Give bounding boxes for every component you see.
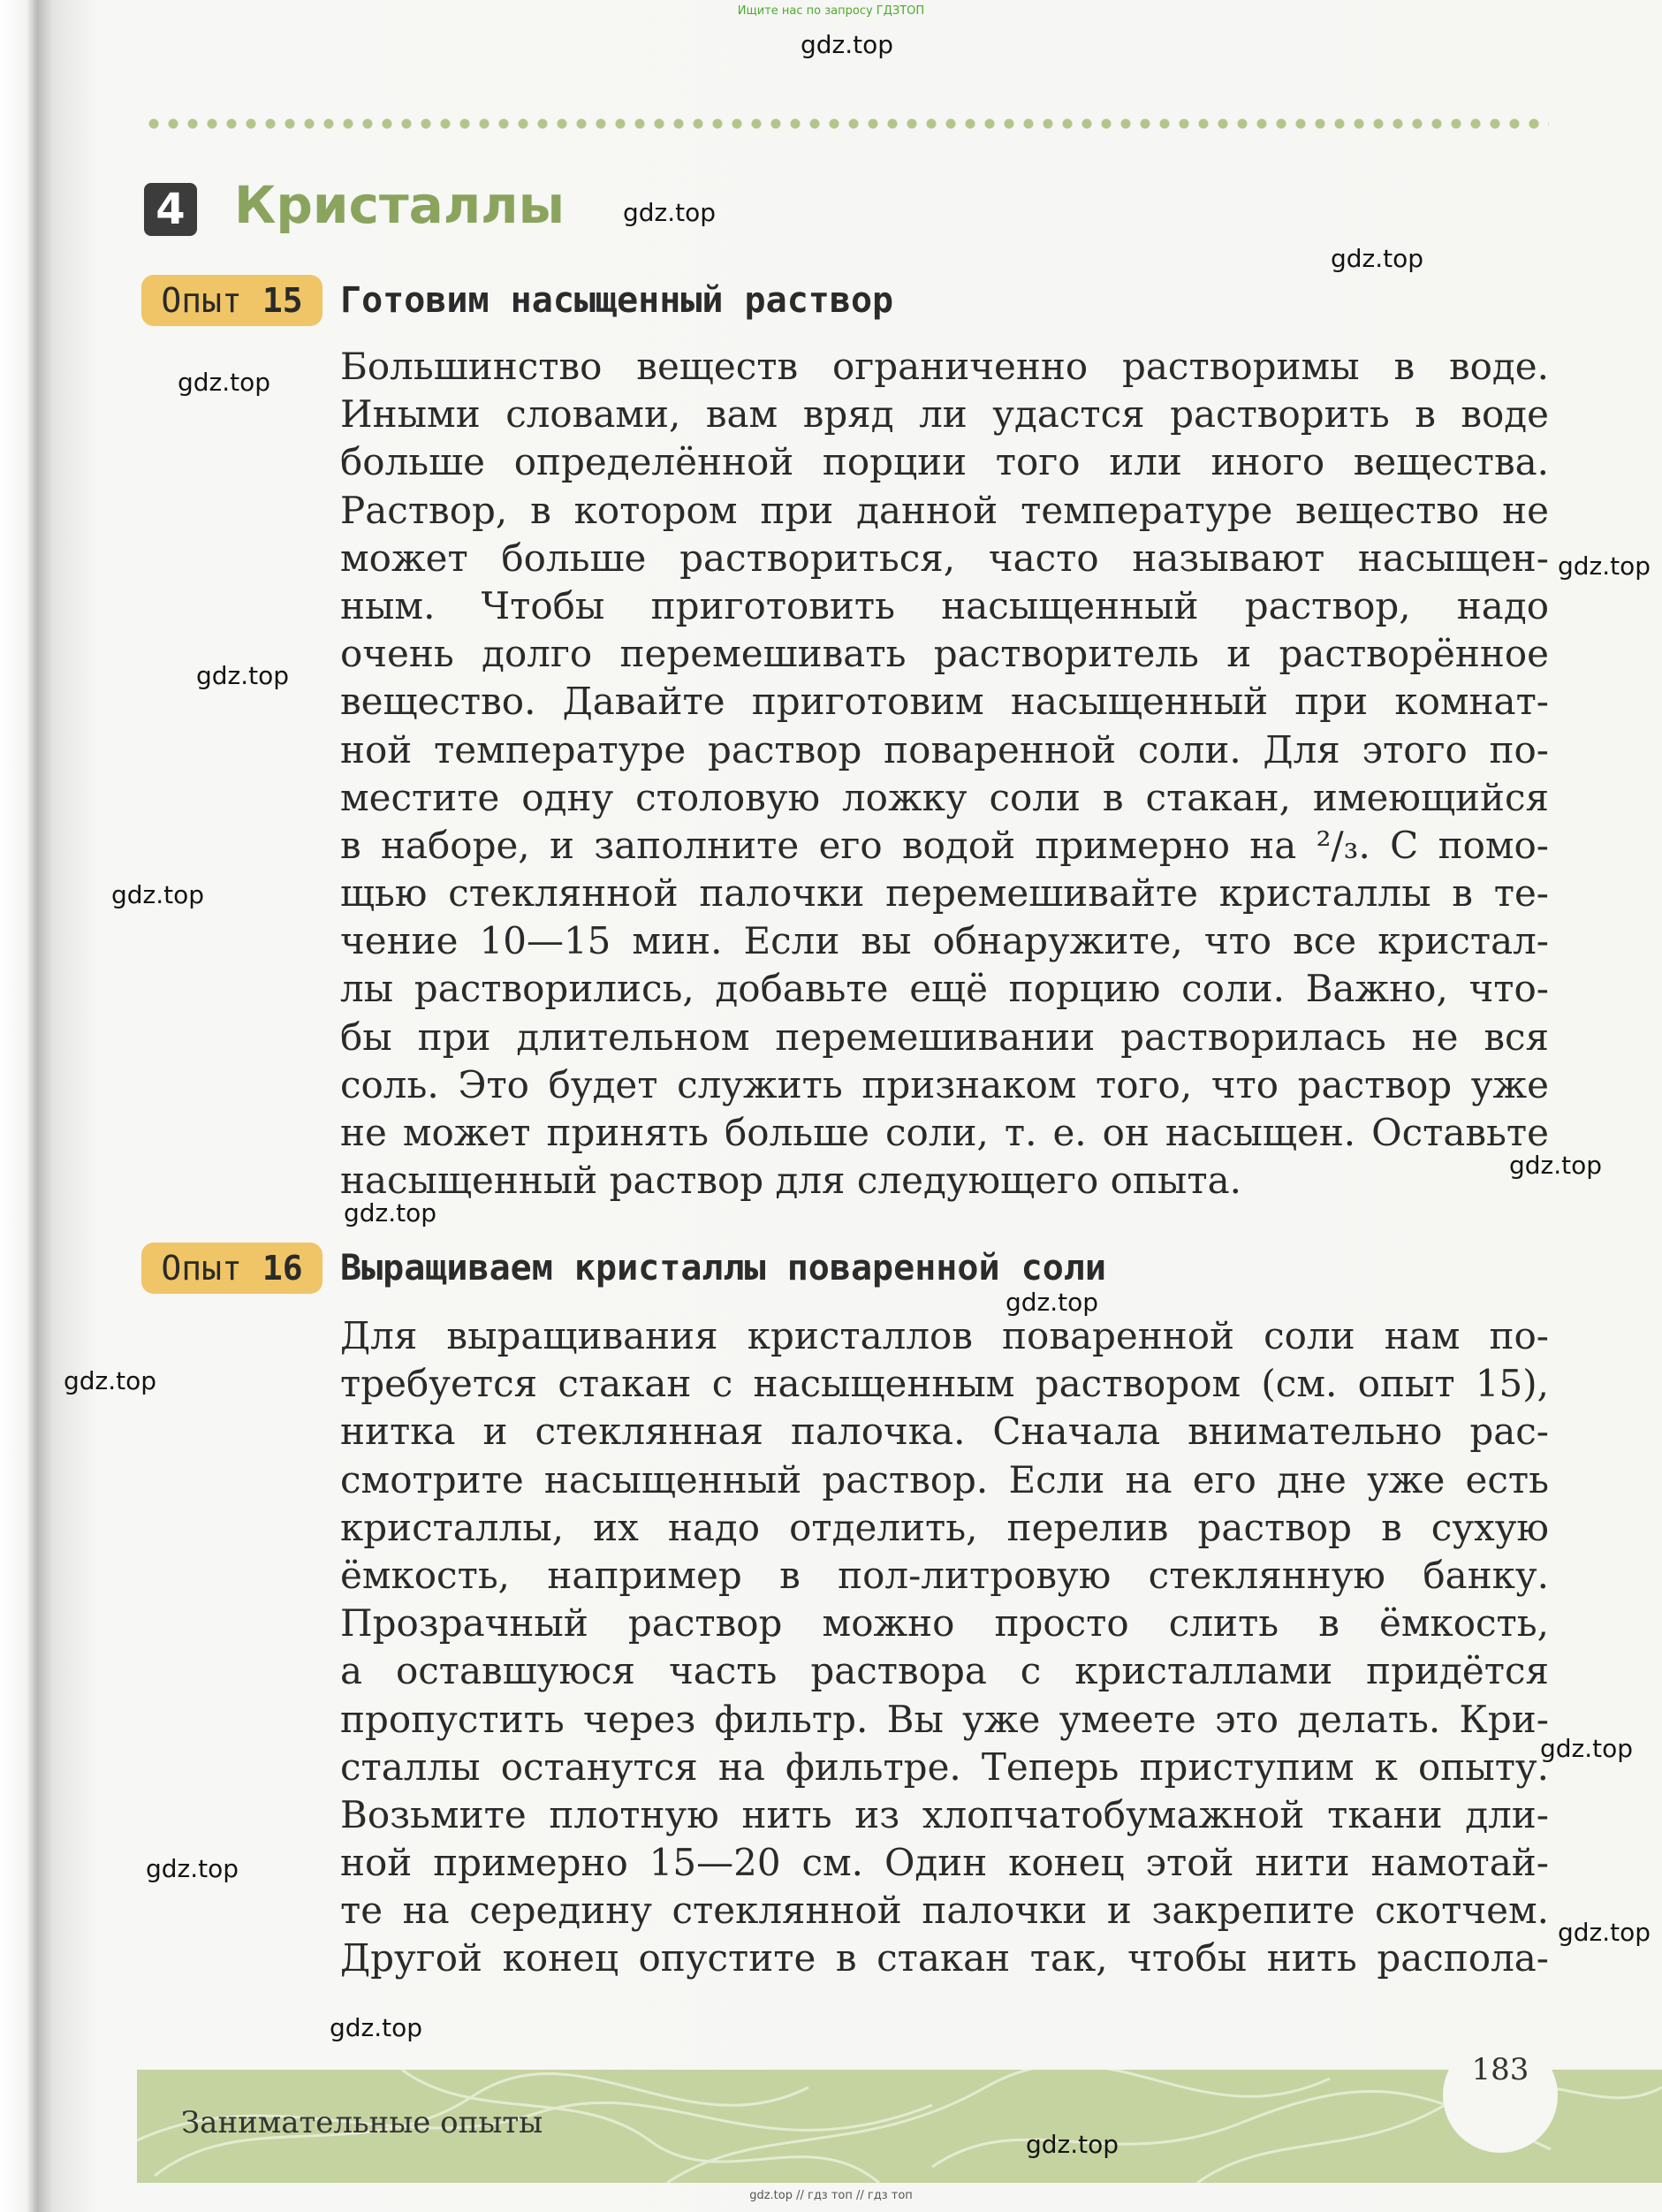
text-line: ной температуре раствор поваренной соли. Для этого по- <box>340 727 1549 772</box>
watermark: gdz.top <box>178 368 271 397</box>
text-line: сталлы останутся на фильтре. Теперь приступим к опыту. <box>340 1745 1549 1789</box>
text-line: Раствор, в котором при данной температуре вещество не <box>340 488 1549 532</box>
watermark: gdz.top <box>1006 1288 1099 1317</box>
page-number: 183 <box>1471 2052 1529 2087</box>
text-line: ёмкость, например в пол-литровую стеклянную банку. <box>340 1553 1549 1597</box>
text-line: смотрите насыщенный раствор. Если на его дне уже есть <box>340 1457 1549 1501</box>
text-line: очень долго перемешивать растворитель и растворённое <box>340 632 1549 676</box>
text-line: те на середину стеклянной палочки и закрепите скотчем. <box>340 1889 1549 1933</box>
watermark: gdz.top <box>1558 1918 1651 1947</box>
watermark: gdz.top <box>1509 1151 1603 1180</box>
experiment-number: 16 <box>262 1249 303 1288</box>
experiment-number: 15 <box>262 281 303 320</box>
text-line: Большинство веществ ограниченно растворимы в воде. <box>340 345 1549 388</box>
experiment-title: Выращиваем кристаллы поваренной соли <box>340 1248 1106 1288</box>
text-line: бы при длительном перемешивании растворилась не вся <box>340 1015 1549 1059</box>
text-line: щью стеклянной палочки перемешивайте кристаллы в те- <box>340 871 1549 916</box>
watermark: gdz.top <box>623 198 717 227</box>
experiment-16-text <box>340 1312 1549 1983</box>
watermark: gdz.top <box>1331 244 1424 273</box>
text-line: насыщенный раствор для следующего опыта. <box>340 1159 1241 1203</box>
watermark: gdz.top <box>801 30 894 59</box>
text-line: в наборе, и заполните его водой примерно на ²/₃. С помо- <box>340 823 1549 867</box>
watermark: gdz.top <box>344 1198 437 1228</box>
watermark: gdz.top <box>111 880 205 909</box>
chapter-number-badge: 4 <box>144 183 197 236</box>
experiment-15-text <box>340 343 1549 1205</box>
footer-note: gdz.top // гдз топ // гдз топ <box>749 2189 913 2202</box>
watermark: gdz.top <box>146 1854 239 1883</box>
experiment-title: Готовим насыщенный раствор <box>340 280 894 321</box>
watermark: gdz.top <box>1558 551 1651 581</box>
text-line: лы растворились, добавьте ещё порцию соли. Важно, что- <box>340 967 1549 1011</box>
text-line: вещество. Давайте приготовим насыщенный при комнат- <box>340 680 1549 724</box>
text-line: Возьмите плотную нить из хлопчатобумажной ткани дли- <box>340 1792 1549 1836</box>
watermark: gdz.top <box>330 2013 423 2042</box>
text-line: а оставшуюся часть раствора с кристаллами придётся <box>340 1649 1549 1693</box>
text-line: соль. Это будет служить признаком того, что раствор уже <box>340 1062 1549 1106</box>
text-line: может больше раствориться, часто называют насыщен- <box>340 536 1549 580</box>
watermark: gdz.top <box>64 1366 157 1395</box>
experiment-badge <box>141 275 323 326</box>
text-line: больше определённой порции того или иного вещества. <box>340 440 1549 484</box>
text-line: местите одну столовую ложку соли в стакан, имеющийся <box>340 775 1549 819</box>
text-line: пропустить через фильтр. Вы уже умеете это делать. Кри- <box>340 1697 1549 1741</box>
watermark: gdz.top <box>1026 2130 1119 2159</box>
watermark: gdz.top <box>196 661 290 690</box>
experiment-label: Опыт <box>161 281 242 320</box>
footer-band <box>137 2070 1662 2183</box>
text-line: Иными словами, вам вряд ли удастся растворить в воде <box>340 392 1549 437</box>
search-hint: Ищите нас по запросу ГДЗТОП <box>737 4 925 18</box>
text-line: не может принять больше соли, т. е. он насыщен. Оставьте <box>340 1111 1549 1154</box>
text-line: кристаллы, их надо отделить, перелив раствор в сухую <box>340 1505 1549 1549</box>
watermark: gdz.top <box>1540 1734 1634 1763</box>
text-line: ным. Чтобы приготовить насыщенный раствор, надо <box>340 583 1549 627</box>
text-line: нитка и стеклянная палочка. Сначала внимательно рас- <box>340 1410 1549 1454</box>
text-line: Прозрачный раствор можно просто слить в ёмкость, <box>340 1601 1549 1646</box>
dotted-divider <box>144 118 1549 130</box>
text-line: Другой конец опустите в стакан так, чтобы нить распола- <box>340 1936 1549 1980</box>
text-line: ной примерно 15—20 см. Один конец этой нити намотай- <box>340 1841 1549 1885</box>
text-line: Для выращивания кристаллов поваренной соли нам по- <box>340 1314 1549 1357</box>
section-name: Занимательные опыты <box>181 2105 543 2140</box>
experiment-badge <box>141 1243 323 1294</box>
text-line: требуется стакан с насыщенным раствором (см. опыт 15), <box>340 1362 1549 1406</box>
experiment-label: Опыт <box>161 1249 242 1288</box>
chapter-title: Кристаллы <box>234 175 565 235</box>
text-line: чение 10—15 мин. Если вы обнаружите, что все кристал- <box>340 919 1549 963</box>
